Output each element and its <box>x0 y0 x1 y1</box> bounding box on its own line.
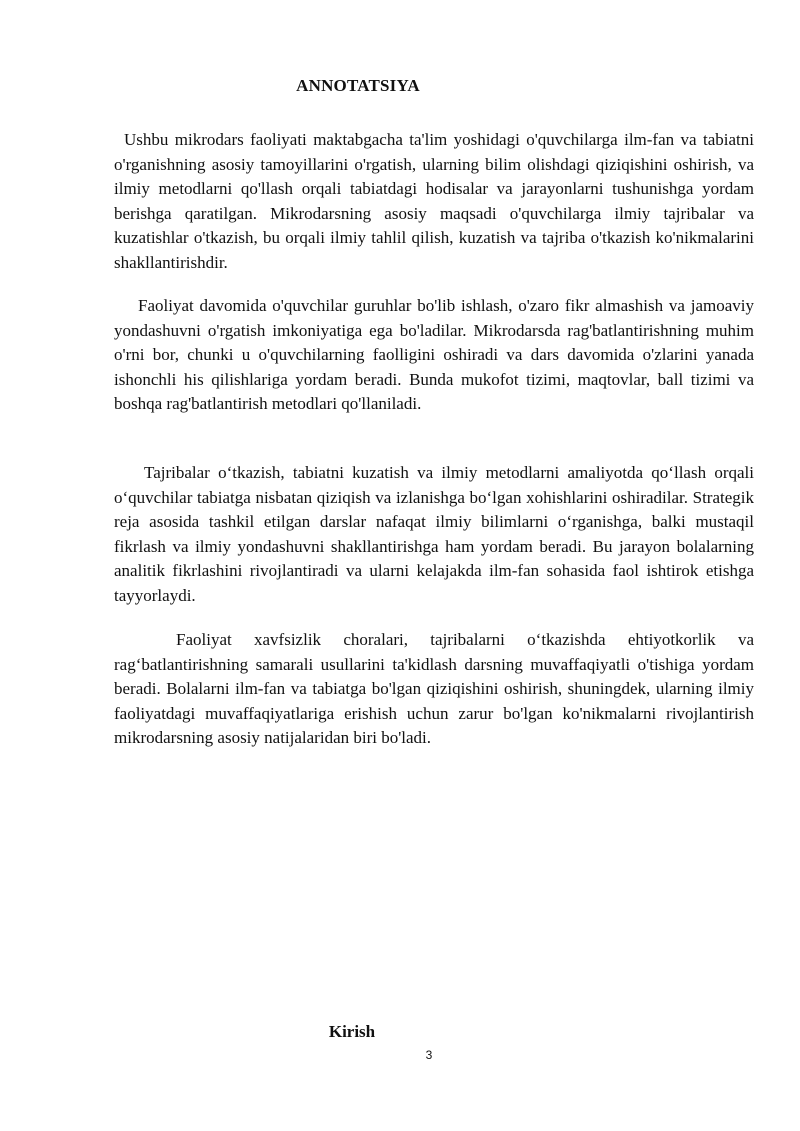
page-number: 3 <box>425 1048 433 1062</box>
paragraph-3: Tajribalar o‘tkazish, tabiatni kuzatish va ilmiy metodlarni amaliyotda qo‘llash orqali o‘quvchilar tabiatga nisbatan qiziqish va izlanishga bo‘lgan xohishlarini oshiradilar. Strategik reja asosida tashkil etilgan darslar nafaqat ilmiy bilimlarni o‘rganishga, balki mustaqil fikrlash va ilmiy yondashuvni shakllantirishga ham yordam beradi. Bu jarayon bolalarning analitik fikrlashini rivojlantiradi va ularni kelajakda ilm-fan sohasida faol ishtirok etishga tayyorlaydi. <box>114 463 754 605</box>
paragraph-1: Ushbu mikrodars faoliyati maktabgacha ta'lim yoshidagi o'quvchilarga ilm-fan va tabiatni o'rganishning asosiy tamoyillarini o'rgatish, ularning bilim olishdagi qiziqishini oshirish, va ilmiy metodlarni qo'llash orqali tabiatdagi hodisalar va jarayonlarni tushunishga yordam berishga qaratilgan. Mikrodarsning asosiy maqsadi o'quvchilarga ilmiy tajribalar va kuzatishlar o'tkazish, bu orqali ilmiy tahlil qilish, kuzatish va tajriba o'tkazish ko'nikmalarini shakllantirishdir. <box>114 130 754 272</box>
paragraph-4: Faoliyat xavfsizlik choralari, tajribalarni o‘tkazishda ehtiyotkorlik va rag‘batlantirishning samarali usullarini ta'kidlash darsning muvaffaqiyatli o'tishiga yordam beradi. Bolalarni ilm-fan va tabiatga bo'lgan qiziqishini oshirish, shuningdek, ularning ilmiy faoliyatdagi muvaffaqiyatlariga erishish uchun zarur bo'lgan ko'nikmalarni rivojlantirish mikrodarsning asosiy natijalaridan biri bo'ladi. <box>114 630 754 747</box>
paragraph-2: Faoliyat davomida o'quvchilar guruhlar bo'lib ishlash, o'zaro fikr almashish va jamoaviy yondashuvni o'rgatish imkoniyatiga ega bo'ladilar. Mikrodarsda rag'batlantirishning muhim o'rni bor, chunki u o'quvchilarning faolligini oshiradi va dars davomida o'zlarini yanada ishonchli his qilishlariga yordam beradi. Bunda mukofot tizimi, maqtovlar, ball tizimi va boshqa rag'batlantirish metodlari qo'llaniladi. <box>114 296 754 413</box>
page-title: ANNOTATSIYA <box>296 76 420 95</box>
section-heading-kirish: Kirish <box>328 1022 376 1041</box>
